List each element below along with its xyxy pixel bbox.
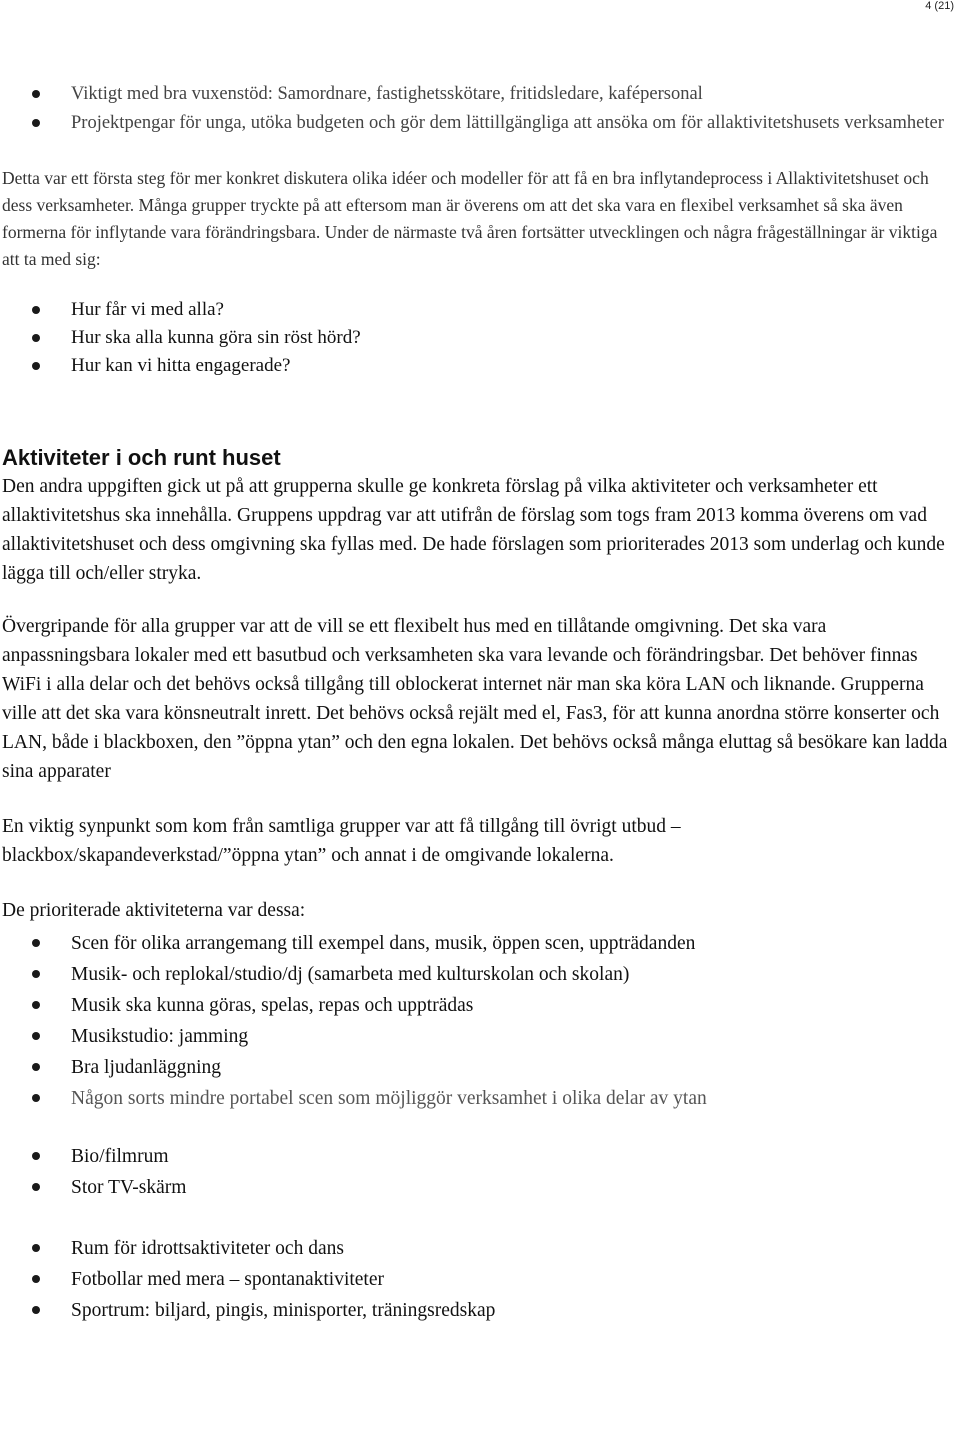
list-item: Rum för idrottsaktiviteter och dans — [0, 1233, 958, 1264]
section-heading: Aktiviteter i och runt huset — [2, 445, 281, 470]
list-item: Bio/filmrum — [0, 1141, 958, 1172]
list-item: Sportrum: biljard, pingis, minisporter, träningsredskap — [0, 1295, 958, 1326]
list-item: Musikstudio: jamming — [0, 1021, 958, 1052]
page-number: 4 (21) — [925, 0, 954, 12]
list-item: Scen för olika arrangemang till exempel dans, musik, öppen scen, uppträdanden — [0, 928, 958, 959]
list-item: Musik ska kunna göras, spelas, repas och uppträdas — [0, 990, 958, 1021]
intro-bullet-list — [0, 80, 958, 138]
list-item: Bra ljudanläggning — [0, 1052, 958, 1083]
paragraph: De prioriterade aktiviteterna var dessa: — [2, 900, 306, 921]
list-item: Hur ska alla kunna göra sin röst hörd? — [0, 324, 958, 352]
list-item: Musik- och replokal/studio/dj (samarbeta med kulturskolan och skolan) — [0, 959, 958, 990]
list-item: Fotbollar med mera – spontanaktiviteter — [0, 1264, 958, 1295]
list-item: Stor TV-skärm — [0, 1172, 958, 1203]
list-item: Projektpengar för unga, utöka budgeten och gör dem lättillgängliga att ansöka om för allaktivitetshusets verksamheter — [0, 109, 958, 138]
list-item: Hur får vi med alla? — [0, 296, 958, 324]
paragraph: Den andra uppgiften gick ut på att grupperna skulle ge konkreta förslag på vilka aktiviteter och verksamheter ett allaktivitetshus ska innehålla. Gruppens uppdrag var att utifrån de förslag som togs fram 2013 komma överens om vad allaktivitetshuset och dess omgivning ska fyllas med. De hade förslagen som prioriterades 2013 som underlag och kunde lägga till och/eller stryka. — [2, 476, 945, 584]
list-item: Hur kan vi hitta engagerade? — [0, 352, 958, 380]
paragraph: En viktig synpunkt som kom från samtliga grupper var att få tillgång till övrigt utbud – blackbox/skapandeverkstad/”öppna ytan” och annat i de omgivande lokalerna. — [2, 816, 681, 866]
document-body — [0, 80, 958, 1326]
list-item: Viktigt med bra vuxenstöd: Samordnare, fastighetsskötare, fritidsledare, kafépersonal — [0, 80, 958, 109]
intro-paragraph: Detta var ett första steg för mer konkret diskutera olika idéer och modeller för att få en bra inflytandeprocess i Allaktivitetshuset och dess verksamheter. Många grupper tryckte på att eftersom man är överens om att det ska vara en flexibel verksamhet så ska även formerna för inflytande vara förändringsbara. Under de närmaste två åren fortsätter utvecklingen och några frågeställningar är viktiga att ta med sig: — [2, 168, 938, 269]
list-item: Någon sorts mindre portabel scen som möjliggör verksamhet i olika delar av ytan — [0, 1083, 958, 1114]
paragraph: Övergripande för alla grupper var att de vill se ett flexibelt hus med en tillåtande omgivning. Det ska vara anpassningsbara lokaler med ett basutbud och verksamheten ska vara levande och förändringsbar. Det behöver finnas WiFi i alla delar och det behövs också tillgång till oblockerat internet när man ska köra LAN och liknande. Grupperna ville att det ska vara könsneutralt inrett. Det behövs också rejält med el, Fas3, för att kunna anordna större konserter och LAN, både i blackboxen, den ”öppna ytan” och den egna lokalen. Det behövs också många eluttag så besökare kan ladda sina apparater — [2, 616, 948, 782]
question-list — [0, 296, 958, 380]
activity-list — [0, 928, 958, 1326]
